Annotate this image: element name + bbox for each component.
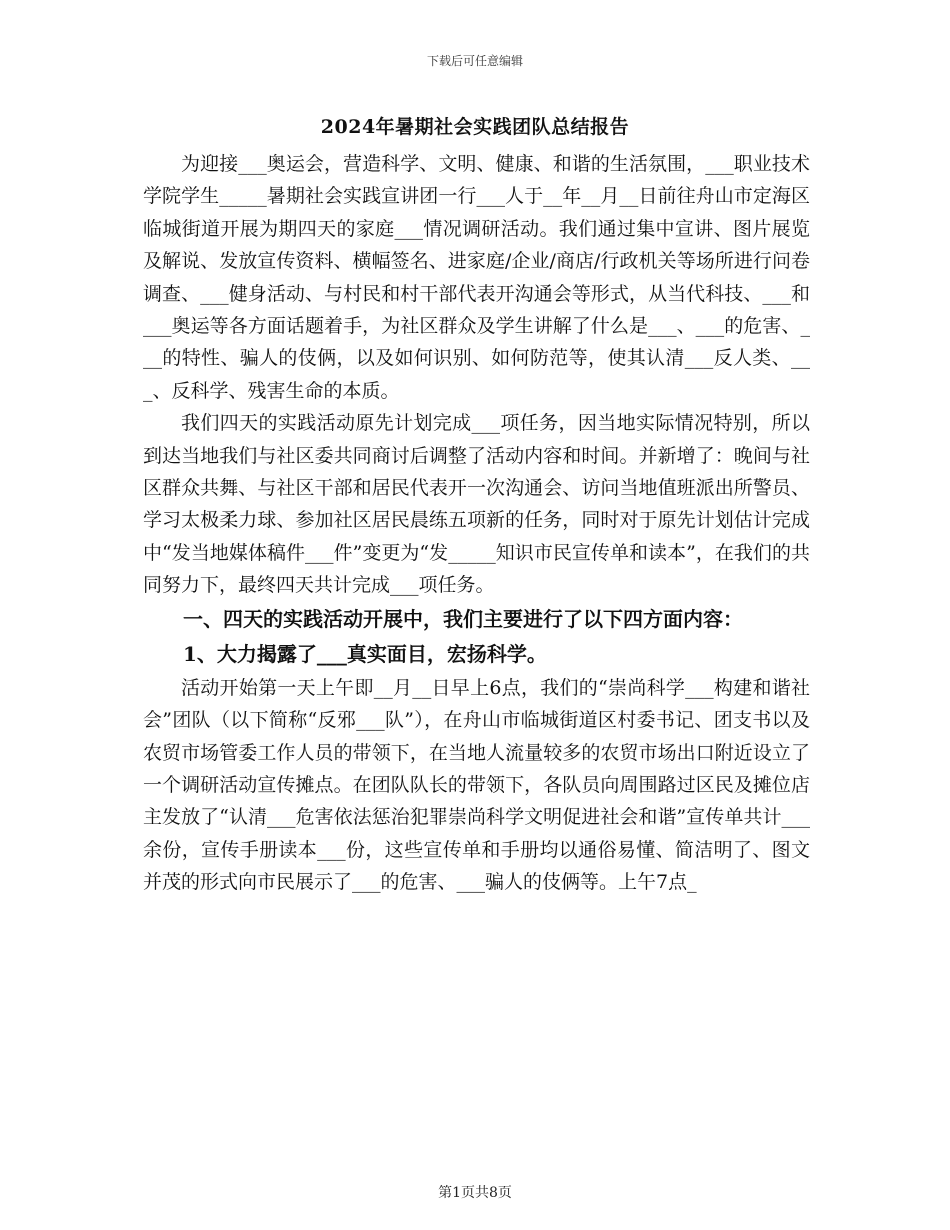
page-number-footer: 第1页共8页 — [438, 1185, 512, 1201]
document-title: 2024年暑期社会实践团队总结报告 — [320, 116, 630, 138]
paragraph-intro: 为迎接___奥运会，营造科学、文明、健康、和谐的生活氛围，___职业技术学院学生_____暑期社会实践宣讲团一行___人于__年__月__日前往舟山市定海区临城街道开展为期四天的家庭___情况调研活动。我们通过集中宣讲、图片展览及解说、发放宣传资料、横幅签名、进家庭/企业/商店/行政机关等场所进行问卷调查、___健身活动、与村民和村干部代表开沟通会等形式，从当代科技、___和___奥运等各方面话题着手，为社区群众及学生讲解了什么是___、___的危害、___的特性、骗人的伎俩，以及如何识别、如何防范等，使其认清___反人类、___、反科学、残害生命的本质。 — [143, 153, 810, 402]
subsection-heading-1: 1、大力揭露了___真实面目，宏扬科学。 — [183, 641, 547, 666]
paragraph-tasks: 我们四天的实践活动原先计划完成___项任务，因当地实际情况特别，所以到达当地我们与社区委共同商讨后调整了活动内容和时间。并新增了：晚间与社区群众共舞、与社区干部和居民代表开一次沟通会、访问当地值班派出所警员、学习太极柔力球、参加社区居民晨练五项新的任务，同时对于原先计划估计完成中“发当地媒体稿件___件”变更为“发_____知识市民宣传单和读本”，在我们的共同努力下，最终四天共计完成___项任务。 — [143, 412, 810, 597]
document-body — [143, 148, 810, 899]
page-header-note: 下载后可任意编辑 — [426, 54, 523, 68]
paragraph-activity-day1: 活动开始第一天上午即__月__日早上6点，我们的“崇尚科学___构建和谐社会”团队（以下简称“反邪___队”），在舟山市临城街道区村委书记、团支书以及农贸市场管委工作人员的带领下，在当地人流量较多的农贸市场出口附近设立了一个调研活动宣传摊点。在团队队长的带领下，各队员向周围路过区民及摊位店主发放了“认清___危害依法惩治犯罪崇尚科学文明促进社会和谐”宣传单共计___余份，宣传手册读本___份，这些宣传单和手册均以通俗易懂、简洁明了、图文并茂的形式向市民展示了___的危害、___骗人的伎俩等。上午7点_ — [143, 676, 810, 894]
section-heading-1: 一、四天的实践活动开展中，我们主要进行了以下四方面内容： — [183, 606, 743, 631]
